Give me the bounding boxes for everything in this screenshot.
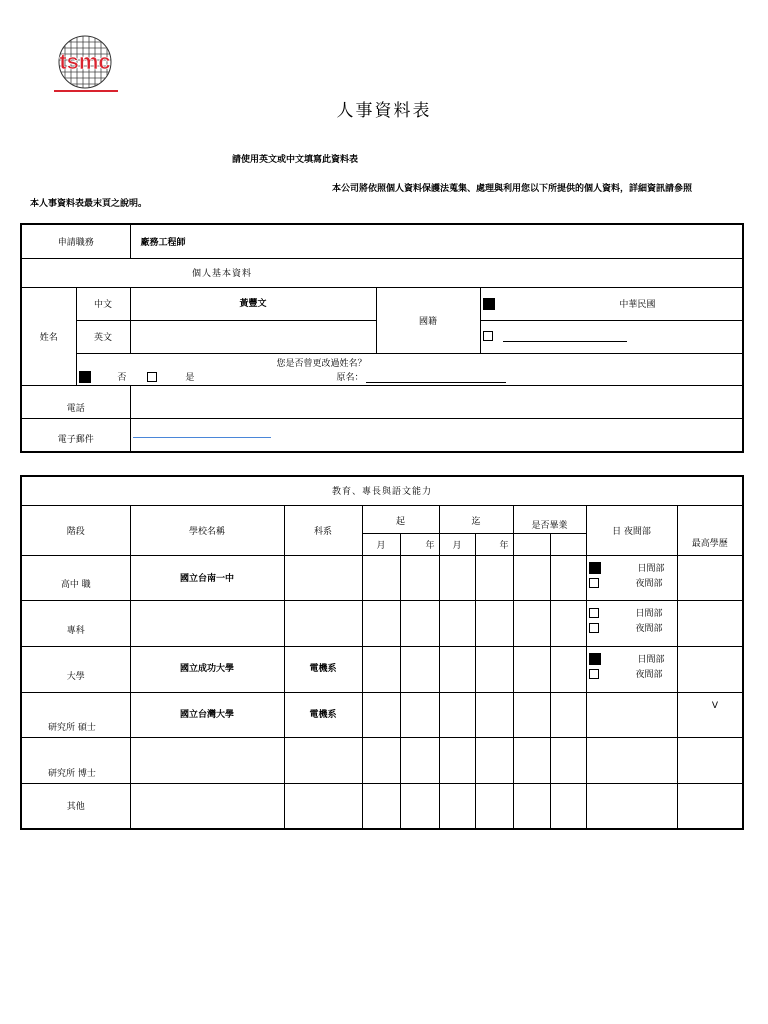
grad-yes-cell[interactable] (513, 737, 550, 783)
highest-cell[interactable] (677, 600, 743, 646)
stage-cell: 專科 (21, 600, 130, 646)
phone-field[interactable] (130, 385, 743, 418)
grad-no-cell[interactable] (550, 783, 586, 829)
table-row (21, 692, 743, 737)
nationality-roc-label: 中華民國 (619, 299, 656, 310)
grad-yes-cell[interactable] (513, 600, 550, 646)
grad-yes-cell[interactable] (513, 783, 550, 829)
table-row (21, 783, 743, 829)
original-name-group (337, 370, 507, 383)
no-label: 否 (117, 372, 127, 383)
stage-cell: 研究所 博士 (21, 737, 130, 783)
header-from-year: 年 (400, 533, 439, 555)
email-underline (133, 437, 271, 438)
checkbox-icon[interactable] (483, 331, 493, 341)
education-table (20, 475, 744, 830)
nationality-label: 國籍 (376, 287, 480, 353)
position-label: 申請職務 (21, 224, 130, 258)
from-month-cell[interactable] (362, 600, 400, 646)
to-month-cell[interactable] (439, 737, 475, 783)
day-night-cell (586, 600, 677, 646)
nationality-option-roc[interactable] (480, 287, 743, 320)
day-option[interactable] (589, 607, 677, 622)
grad-no-cell[interactable] (550, 737, 586, 783)
chinese-name-label: 中文 (76, 287, 130, 320)
header-school: 學校名稱 (130, 505, 284, 555)
stage-cell: 研究所 碩士 (21, 692, 130, 737)
from-month-cell[interactable] (362, 692, 400, 737)
from-month-cell[interactable] (362, 783, 400, 829)
day-option[interactable] (589, 653, 677, 668)
name-change-no-option[interactable] (79, 370, 127, 384)
tsmc-logo (44, 34, 126, 94)
from-month-cell[interactable] (362, 646, 400, 692)
night-label: 夜間部 (635, 623, 663, 634)
header-grad-no (550, 533, 586, 555)
personal-section-title: 個人基本資料 (21, 258, 743, 287)
highest-cell[interactable] (677, 737, 743, 783)
school-cell[interactable]: 國立台南一中 (130, 555, 284, 600)
school-cell[interactable] (130, 600, 284, 646)
header-day-night: 日 夜間部 (586, 505, 677, 555)
from-year-cell[interactable] (400, 555, 439, 600)
instruction-note: 請使用英文或中文填寫此資料表 (232, 155, 359, 165)
highest-cell[interactable] (677, 646, 743, 692)
table-row (21, 737, 743, 783)
email-field[interactable] (130, 418, 743, 452)
to-year-cell[interactable] (475, 646, 513, 692)
to-month-cell[interactable] (439, 600, 475, 646)
name-change-question: 您是否曾更改過姓名？ (276, 358, 367, 369)
grad-yes-cell[interactable] (513, 692, 550, 737)
to-year-cell[interactable] (475, 783, 513, 829)
school-cell[interactable]: 國立台灣大學 (130, 692, 284, 737)
to-year-cell[interactable] (475, 737, 513, 783)
logo-text: tsmc (59, 49, 111, 74)
from-year-cell[interactable] (400, 737, 439, 783)
position-field[interactable]: 廠務工程師 (130, 224, 743, 258)
checkbox-checked-icon[interactable] (589, 562, 601, 574)
english-name-label: 英文 (76, 320, 130, 353)
stage-cell: 高中 職 (21, 555, 130, 600)
school-cell[interactable] (130, 783, 284, 829)
to-year-cell[interactable] (475, 600, 513, 646)
day-night-cell[interactable] (586, 783, 677, 829)
original-name-field[interactable] (366, 382, 506, 383)
table-row (21, 555, 743, 600)
night-option[interactable] (589, 622, 677, 637)
dept-cell[interactable] (284, 783, 362, 829)
day-night-cell[interactable] (586, 737, 677, 783)
day-night-cell[interactable] (586, 692, 677, 737)
from-year-cell[interactable] (400, 646, 439, 692)
day-option[interactable] (589, 562, 677, 577)
checkbox-checked-icon[interactable] (79, 371, 91, 383)
grad-no-cell[interactable] (550, 600, 586, 646)
night-label: 夜間部 (635, 578, 663, 589)
highest-check-mark[interactable]: V (677, 692, 743, 737)
school-cell[interactable] (130, 737, 284, 783)
header-graduated: 是否畢業 (513, 505, 586, 533)
to-year-cell[interactable] (475, 692, 513, 737)
english-name-field[interactable] (130, 320, 376, 353)
phone-label: 電話 (21, 385, 130, 418)
other-nationality-field[interactable] (503, 341, 627, 342)
to-month-cell[interactable] (439, 783, 475, 829)
personal-info-table (20, 223, 744, 453)
day-label: 日間部 (637, 654, 665, 665)
header-to-year: 年 (475, 533, 513, 555)
day-label: 日間部 (637, 563, 665, 574)
dept-cell[interactable] (284, 600, 362, 646)
education-section-title: 教育、專長與語文能力 (21, 476, 743, 505)
stage-cell: 其他 (21, 783, 130, 829)
to-year-cell[interactable] (475, 555, 513, 600)
from-year-cell[interactable] (400, 600, 439, 646)
grad-yes-cell[interactable] (513, 555, 550, 600)
night-label: 夜間部 (635, 669, 663, 680)
header-from: 起 (362, 505, 439, 533)
header-stage: 階段 (21, 505, 130, 555)
checkbox-icon[interactable] (589, 608, 599, 618)
dept-cell[interactable]: 電機系 (284, 646, 362, 692)
email-label: 電子郵件 (21, 418, 130, 452)
dept-cell[interactable] (284, 737, 362, 783)
dept-cell[interactable]: 電機系 (284, 692, 362, 737)
night-option[interactable] (589, 668, 677, 683)
page-title: 人事資料表 (336, 101, 432, 121)
grad-no-cell[interactable] (550, 692, 586, 737)
yes-label: 是 (185, 372, 195, 383)
to-month-cell[interactable] (439, 646, 475, 692)
school-cell[interactable]: 國立成功大學 (130, 646, 284, 692)
day-night-cell (586, 646, 677, 692)
dept-cell[interactable] (284, 555, 362, 600)
night-option[interactable] (589, 577, 677, 592)
to-month-cell[interactable] (439, 692, 475, 737)
table-row (21, 646, 743, 692)
checkbox-checked-icon[interactable] (483, 298, 495, 310)
checkbox-icon[interactable] (589, 623, 599, 633)
from-year-cell[interactable] (400, 692, 439, 737)
header-highest: 最高學歷 (677, 505, 743, 555)
day-night-cell (586, 555, 677, 600)
from-year-cell[interactable] (400, 783, 439, 829)
original-name-label: 原名： (336, 372, 364, 383)
privacy-note: 本公司將依照個人資料保護法蒐集、處理與利用您以下所提供的個人資料，詳細資訊請參照 (332, 184, 693, 194)
highest-cell[interactable] (677, 555, 743, 600)
header-dept: 科系 (284, 505, 362, 555)
table-row (21, 600, 743, 646)
to-month-cell[interactable] (439, 555, 475, 600)
from-month-cell[interactable] (362, 737, 400, 783)
name-change-yes-option[interactable] (147, 370, 195, 383)
checkbox-icon[interactable] (589, 578, 599, 588)
stage-cell: 大學 (21, 646, 130, 692)
name-change-cell (76, 353, 743, 385)
header-from-month: 月 (362, 533, 400, 555)
grad-yes-cell[interactable] (513, 646, 550, 692)
header-grad-yes (513, 533, 550, 555)
checkbox-icon[interactable] (589, 669, 599, 679)
header-to: 迄 (439, 505, 513, 533)
chinese-name-field[interactable]: 黃豐文 (130, 287, 376, 320)
from-month-cell[interactable] (362, 555, 400, 600)
checkbox-icon[interactable] (147, 372, 157, 382)
nationality-option-other[interactable] (480, 320, 743, 353)
privacy-note-cont: 本人事資料表最末頁之說明。 (30, 199, 148, 209)
name-label: 姓名 (21, 287, 76, 385)
grad-no-cell[interactable] (550, 555, 586, 600)
day-label: 日間部 (635, 608, 663, 619)
checkbox-checked-icon[interactable] (589, 653, 601, 665)
grad-no-cell[interactable] (550, 646, 586, 692)
highest-cell[interactable] (677, 783, 743, 829)
header-to-month: 月 (439, 533, 475, 555)
